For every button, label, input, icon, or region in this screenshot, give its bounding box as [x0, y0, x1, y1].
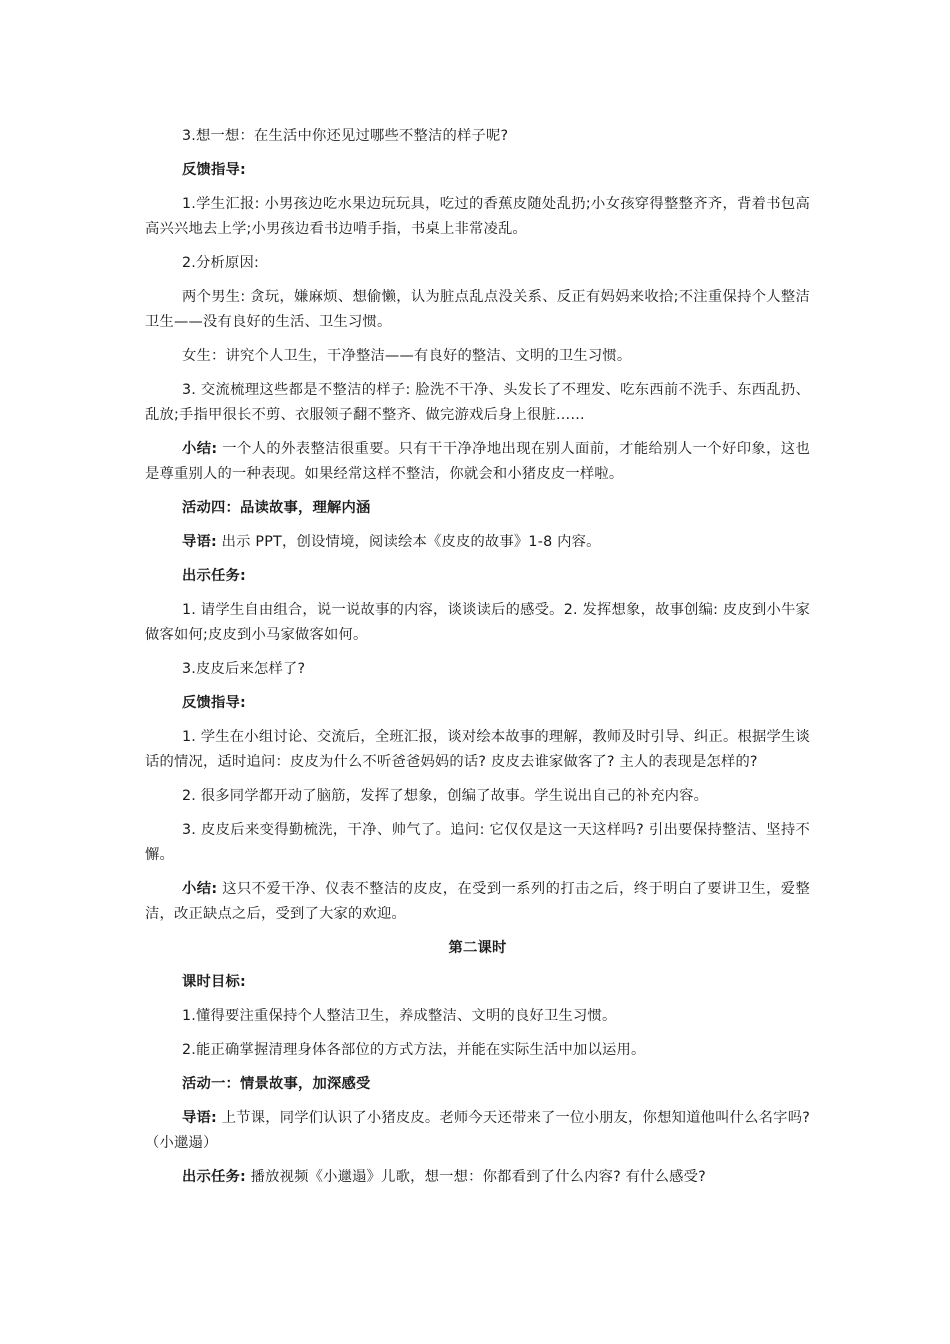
summary-text: 一个人的外表整洁很重要。只有干干净净地出现在别人面前，才能给别人一个好印象，这也是尊重别人的一种表现。如果经常这样不整洁，你就会和小猪皮皮一样啦。 — [145, 441, 810, 482]
section-heading: 活动四：品读故事，理解内涵 — [182, 500, 371, 516]
paragraph: 1.学生汇报: 小男孩边吃水果边玩玩具，吃过的香蕉皮随处乱扔;小女孩穿得整整齐齐，背着书包高高兴兴地去上学;小男孩边看书边啃手指，书桌上非常凌乱。 — [145, 196, 810, 237]
summary-label: 小结: — [182, 441, 218, 457]
intro-text: 出示 PPT，创设情境，阅读绘本《皮皮的故事》1-8 内容。 — [216, 534, 601, 550]
task-paragraph — [145, 1165, 810, 1190]
paragraph: 1. 学生在小组讨论、交流后，全班汇报，谈对绘本故事的理解，教师及时引导、纠正。根据学生谈话的情况，适时追问：皮皮为什么不听爸爸妈妈的话? 皮皮去谁家做客了? 主人的表现是怎样的? — [145, 729, 810, 770]
task-label: 出示任务: — [182, 1169, 246, 1185]
document-page — [145, 124, 810, 1199]
summary-label: 小结: — [182, 881, 218, 897]
paragraph: 3.皮皮后来怎样了? — [182, 661, 306, 677]
section-heading: 出示任务: — [182, 568, 246, 584]
intro-paragraph — [145, 1106, 810, 1156]
paragraph: 1.懂得要注重保持个人整洁卫生，养成整洁、文明的良好卫生习惯。 — [182, 1008, 617, 1024]
summary-paragraph — [145, 877, 810, 927]
section-heading: 反馈指导: — [182, 162, 246, 178]
section-heading: 课时目标: — [182, 974, 246, 990]
section-heading: 反馈指导: — [182, 695, 246, 711]
paragraph: 2.能正确掌握清理身体各部位的方式方法，并能在实际生活中加以运用。 — [182, 1042, 646, 1058]
task-text: 播放视频《小邋遢》儿歌，想一想：你都看到了什么内容? 有什么感受? — [245, 1169, 706, 1185]
section-heading: 活动一：情景故事，加深感受 — [182, 1076, 371, 1092]
paragraph: 2. 很多同学都开动了脑筋，发挥了想象，创编了故事。学生说出自己的补充内容。 — [182, 788, 709, 804]
intro-paragraph — [145, 530, 810, 555]
paragraph: 1. 请学生自由组合，说一说故事的内容，谈谈读后的感受。2. 发挥想象，故事创编: 皮皮到小牛家做客如何;皮皮到小马家做客如何。 — [145, 602, 810, 643]
paragraph: 女生：讲究个人卫生，干净整洁——有良好的整洁、文明的卫生习惯。 — [182, 348, 632, 364]
intro-label: 导语: — [182, 1110, 217, 1126]
summary-text: 这只不爱干净、仪表不整洁的皮皮，在受到一系列的打击之后，终于明白了要讲卫生，爱整洁，改正缺点之后，受到了大家的欢迎。 — [145, 881, 810, 922]
paragraph: 两个男生: 贪玩，嫌麻烦、想偷懒，认为脏点乱点没关系、反正有妈妈来收拾;不注重保持个人整洁卫生——没有良好的生活、卫生习惯。 — [145, 289, 810, 330]
paragraph: 3.想一想：在生活中你还见过哪些不整洁的样子呢? — [182, 128, 509, 144]
paragraph: 3. 皮皮后来变得勤梳洗，干净、帅气了。追问: 它仅仅是这一天这样吗? 引出要保持整洁、坚持不懈。 — [145, 822, 810, 863]
intro-text: 上节课，同学们认识了小猪皮皮。老师今天还带来了一位小朋友，你想知道他叫什么名字吗? （小邋遢） — [145, 1110, 810, 1151]
paragraph: 2.分析原因: — [182, 255, 260, 271]
lesson-title: 第二课时 — [448, 940, 507, 956]
summary-paragraph — [145, 437, 810, 487]
paragraph: 3. 交流梳理这些都是不整洁的样子: 脸洗不干净、头发长了不理发、吃东西前不洗手、东西乱扔、乱放;手指甲很长不剪、衣服领子翻不整齐、做完游戏后身上很脏…… — [145, 382, 810, 423]
intro-label: 导语: — [182, 534, 217, 550]
